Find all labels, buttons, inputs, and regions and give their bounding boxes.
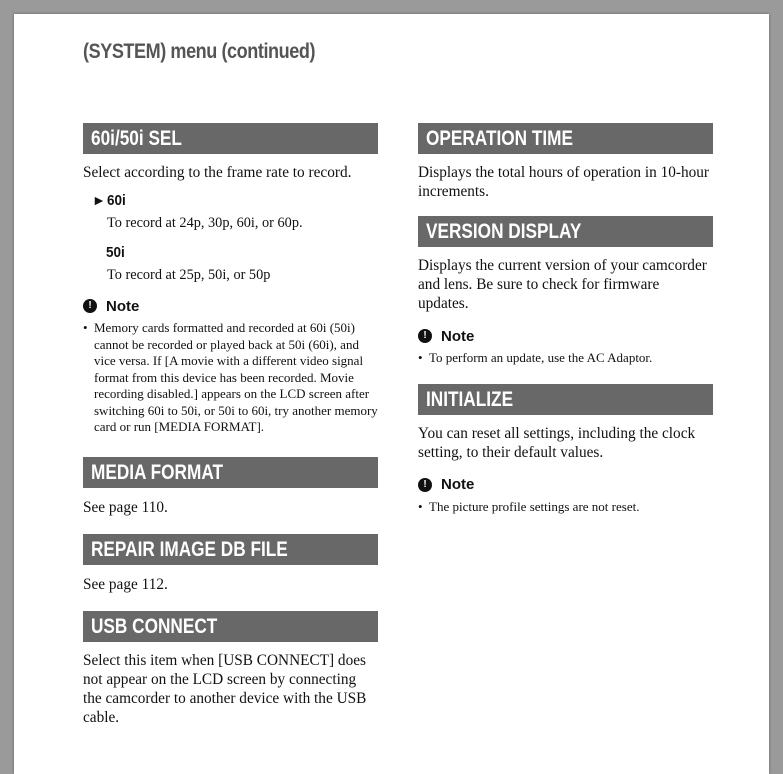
section-heading-initialize: INITIALIZE: [418, 384, 713, 415]
section-heading-operation-time: OPERATION TIME: [418, 123, 713, 154]
usb-connect-text: Select this item when [USB CONNECT] does not appear on the LCD screen by connecting the camcorder to another device with the USB cable.: [83, 651, 367, 726]
sel-note-heading: ! Note: [83, 297, 378, 315]
version-display-text: Displays the current version of your camcorder and lens. Be sure to check for firmware updates.: [418, 257, 707, 312]
page-title: (SYSTEM) menu (continued): [83, 40, 316, 63]
right-column: [418, 123, 713, 515]
section-heading-version-display: VERSION DISPLAY: [418, 216, 713, 247]
section-heading-repair-image-db-file: REPAIR IMAGE DB FILE: [83, 534, 378, 565]
sel-intro: Select according to the frame rate to record.: [83, 164, 352, 181]
warning-note-icon: !: [83, 299, 97, 313]
sel-note-text: • Memory cards formatted and recorded at 60i (50i) cannot be recorded or played back at 50i (60i), and vice versa. If [A movie with a different video signal format from this device has been recorded. Movie recording disabled.] appears on the LCD screen after switching 60i to 50i, or 50i to 60i, try another memory card or run [MEDIA FORMAT].: [83, 320, 378, 436]
repair-text: See page 112.: [83, 575, 168, 593]
initialize-text: You can reset all settings, including the clock setting, to their default values.: [418, 424, 696, 461]
version-note-heading: ! Note: [418, 327, 713, 345]
document-page: [14, 14, 769, 774]
media-format-text: See page 110.: [83, 498, 168, 516]
option-60i-desc: To record at 24p, 30p, 60i, or 60p.: [107, 215, 303, 231]
option-60i-label: ► 60i: [92, 191, 126, 209]
option-50i-label: 50i: [106, 243, 125, 261]
default-arrow-icon: ►: [92, 192, 106, 208]
option-50i-desc: To record at 25p, 50i, or 50p: [107, 267, 271, 283]
operation-time-text: Displays the total hours of operation in 10-hour increments.: [418, 164, 710, 200]
section-heading-60i-50i-sel: 60i/50i SEL: [83, 123, 378, 154]
version-note-text: • To perform an update, use the AC Adaptor.: [418, 350, 713, 367]
warning-note-icon: !: [418, 478, 432, 492]
initialize-note-heading: ! Note: [418, 476, 713, 494]
initialize-note-text: • The picture profile settings are not reset.: [418, 499, 713, 516]
warning-note-icon: !: [418, 329, 432, 343]
left-column: [83, 123, 378, 727]
section-heading-media-format: MEDIA FORMAT: [83, 457, 378, 488]
section-heading-usb-connect: USB CONNECT: [83, 611, 378, 642]
